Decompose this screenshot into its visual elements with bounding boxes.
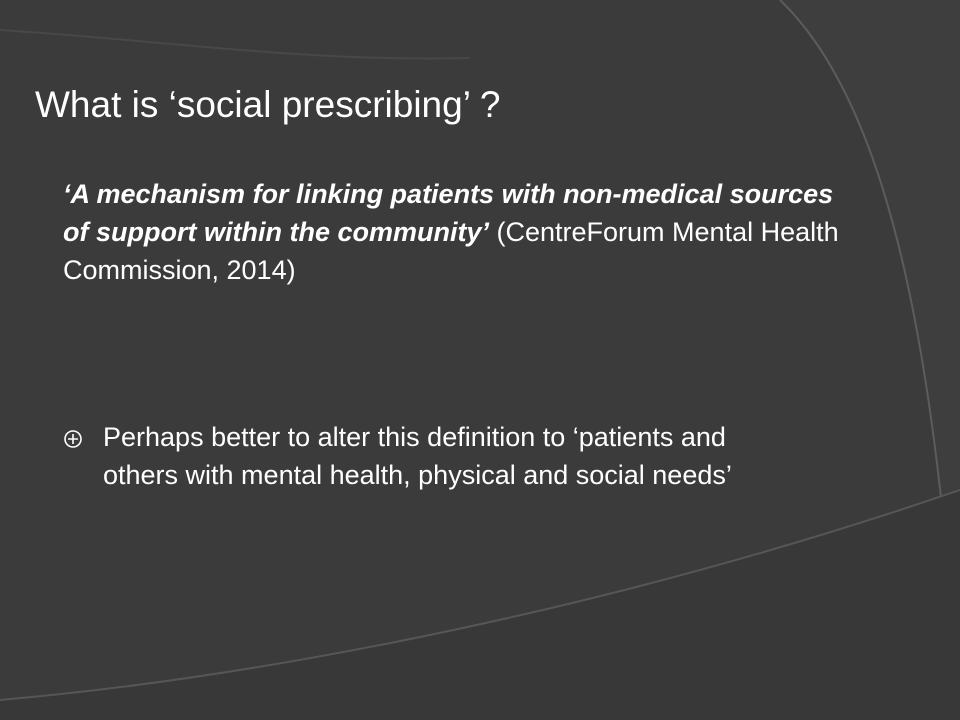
quote-text: ‘A mechanism for linking patients with non-medical sources of support within the community’	[63, 179, 834, 247]
quote-citation: (CentreForum Mental Health Commission, 2014)	[63, 216, 839, 285]
bullet-text: Perhaps better to alter this definition to ‘patients and others with mental health, physical and social needs’	[103, 422, 732, 490]
definition-quote	[63, 176, 863, 289]
slide-title: What is ‘social prescribing’ ?	[35, 84, 501, 125]
bullet-item	[63, 419, 783, 495]
circled-plus-icon	[63, 429, 83, 449]
